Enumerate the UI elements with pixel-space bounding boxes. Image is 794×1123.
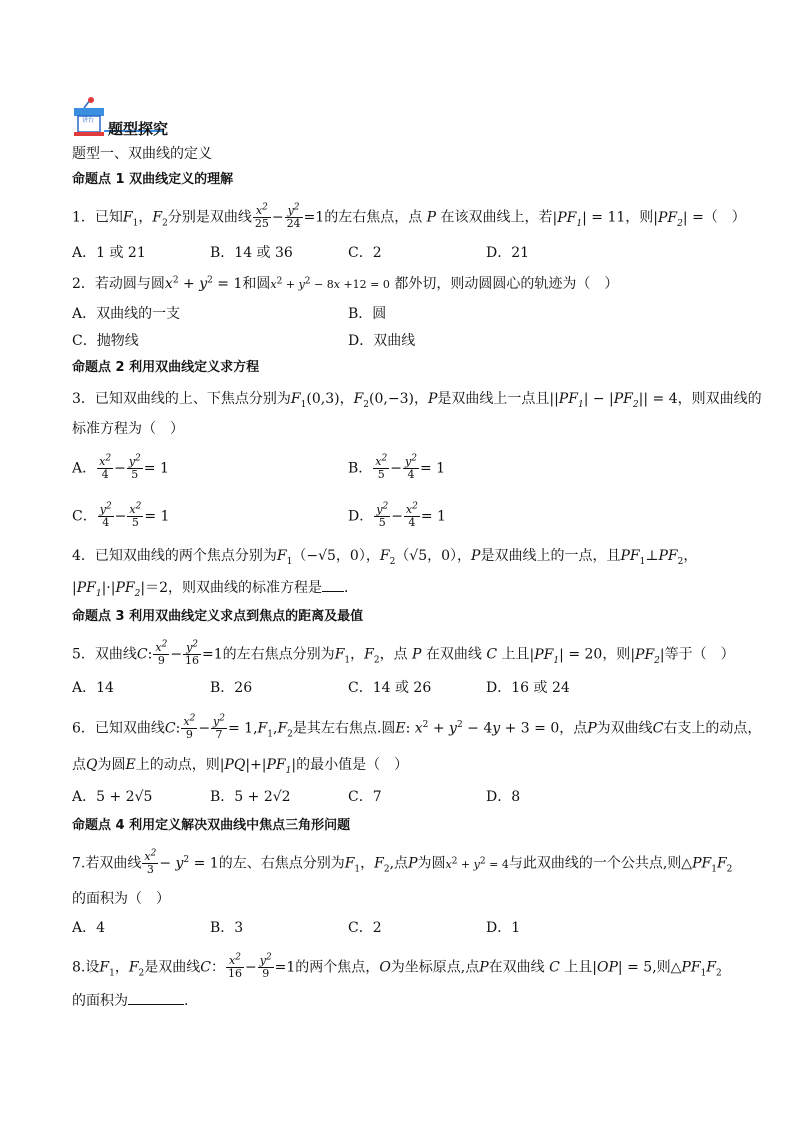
q7-option-c[interactable]: C．2 [348,920,382,936]
q3-option-b[interactable]: B． $\frac{x^2}{5}$ − $\frac{y^2}{4}$ = 1 [348,453,446,481]
q3-option-c[interactable]: C． $\frac{y^2}{4}$ − $\frac{x^2}{5}$ = 1 [72,501,170,529]
q5-option-c[interactable]: C．14 或 26 [348,680,432,696]
proposition-3-label: 命题点 3 利用双曲线定义求点到焦点的距离及最值 [72,609,364,624]
section-label: 题型探究 [108,120,169,138]
question-5: 5．双曲线C: $\frac{x^2}{9}$ − $\frac{y^2}{16}$ =1的左右焦点分别为$F_1$，$F_2$，点 P 在双曲线 C 上且$|PF_1| = 20$，则$|PF_2|$等于（ ） [72,639,735,667]
question-4: 4．已知双曲线的两个焦点分别为$F_1(-√5$，0），$F_2(√5$，0），P是双曲线上的一点，且$PF_1\perp PF_2$， [72,548,698,567]
question-4-line2: $|PF_1|\cdot|PF_2|=2$，则双曲线的标准方程是 ． [72,580,358,599]
q1-option-c[interactable]: C．2 [348,245,382,261]
q3-option-d[interactable]: D． $\frac{y^2}{5}$ − $\frac{x^2}{4}$ = 1 [348,501,446,529]
question-6-line2: 点Q为圆E上的动点，则$|PQ|+|PF_1|$的最小值是（ ） [72,757,409,776]
q7-option-b[interactable]: B．3 [210,920,244,936]
question-7: 7.若双曲线 $\frac{x^2}{3}$ − $y^2 = 1$的左、右焦点分别为$F_1$，$F_2$,点P为圆$x^2 + y^2 = 4$与此双曲线的一个公共点,则$\triangle PF_1F_2$ [72,848,733,876]
answer-blank-4[interactable] [322,591,344,592]
q1-option-d[interactable]: D．21 [486,245,530,261]
proposition-1-label: 命题点 1 双曲线定义的理解 [72,172,234,187]
type1-title: 题型一、双曲线的定义 [72,146,212,162]
q1-option-a[interactable]: A．1 或 21 [72,245,146,261]
q2-option-c[interactable]: C．抛物线 [72,333,139,349]
question-8: 8.设$F_1$，$F_2$是双曲线C： $\frac{x^2}{16}$ − $\frac{y^2}{9}$ =1的两个焦点，O为坐标原点,点P在双曲线 C 上且|OP| = 5,则$\triangle PF_1F_2$ [72,952,722,980]
q2-option-b[interactable]: B．圆 [348,306,387,322]
q3-option-a[interactable]: A． $\frac{x^2}{4}$ − $\frac{y^2}{5}$ = 1 [72,453,169,481]
q2-option-a[interactable]: A．双曲线的一支 [72,306,181,322]
q2-option-d[interactable]: D．双曲线 [348,333,416,349]
q1-option-b[interactable]: B．14 或 36 [210,245,293,261]
q5-option-b[interactable]: B．26 [210,680,253,696]
q7-option-a[interactable]: A．4 [72,920,106,936]
q6-option-c[interactable]: C．7 [348,789,382,805]
question-1: 1．已知$F_1$，$F_2$分别是双曲线 $\frac{x^2}{25}$ − $\frac{y^2}{24}$ =1的左右焦点，点 P 在该双曲线上，若$|PF_1| = 11$，则$|PF_2|$ =（ ） [72,202,746,230]
logo-badge: 讲台 [82,117,95,124]
answer-blank-8[interactable] [128,1004,184,1005]
question-7-line2: 的面积为（ ） [72,891,170,907]
q7-option-d[interactable]: D．1 [486,920,521,936]
q6-option-b[interactable]: B．5 + 2√2 [210,789,291,805]
question-3-line2: 标准方程为（ ） [72,421,184,437]
q5-option-a[interactable]: A．14 [72,680,114,696]
q5-option-d[interactable]: D．16 或 24 [486,680,570,696]
proposition-4-label: 命题点 4 利用定义解决双曲线中焦点三角形问题 [72,818,351,833]
question-2: 2．若动圆与圆$x^2 + y^2 = 1$和圆$x^2 + y^2 - 8x +12 = 0$ 都外切，则动圆圆心的轨迹为（ ） [72,275,619,292]
proposition-2-label: 命题点 2 利用双曲线定义求方程 [72,360,260,375]
q6-option-d[interactable]: D．8 [486,789,521,805]
question-3: 3．已知双曲线的上、下焦点分别为$F_1(0,3)$，$F_2(0,-3)$，P是双曲线上一点且$||PF_1| - |PF_2|| = 4$，则双曲线的 [72,391,762,410]
question-6: 6．已知双曲线C: $\frac{x^2}{9}$ − $\frac{y^2}{7}$ = $1,F_1,F_2$是其左右焦点.圆E: $x^2 + y^2 - 4y + 3 = 0$，点P为双曲线C右支上的动点， [72,713,762,741]
q6-option-a[interactable]: A．5 + 2√5 [72,789,153,805]
question-8-line2: 的面积为 . [72,993,189,1009]
